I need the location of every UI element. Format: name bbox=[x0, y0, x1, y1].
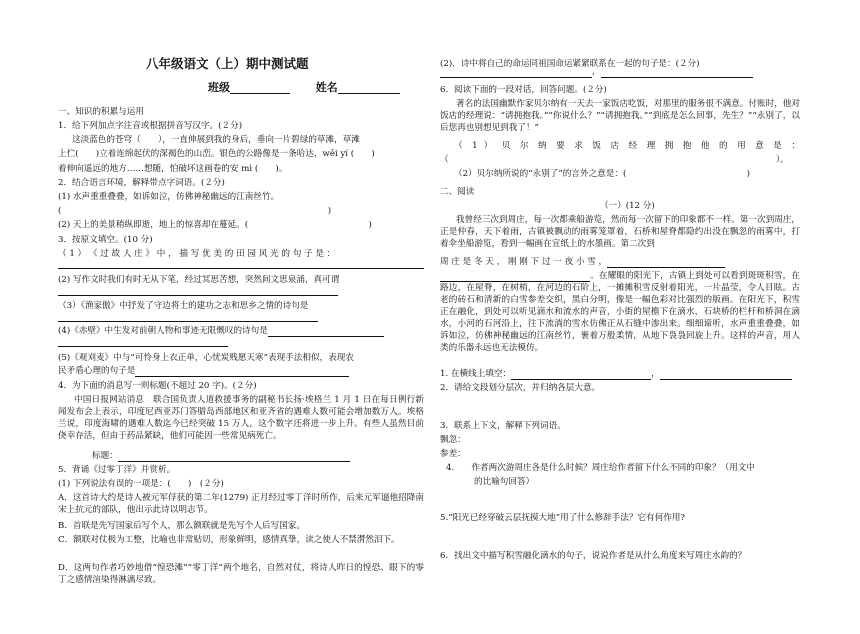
question-3-item-1: （ 1 ） 《 过 故 人 庄 》 中 ， 描 写 优 美 的 田 园 风 光 的 句 子 是 ： bbox=[58, 249, 336, 259]
reading-question-1-blank-a[interactable] bbox=[511, 369, 651, 380]
question-3-item-5: (5)《观刈麦》中与“可怜身上衣正单，心忧炭贱愿天寒”表现手法相似，表现农 bbox=[58, 353, 354, 363]
question-3-item-5-b bbox=[58, 365, 349, 377]
reading-question-4: 4. 作者两次游周庄各是什么时候？周庄给作者留下什么不同的印象？（用文中 bbox=[446, 463, 755, 473]
reading-1-paragraph-1: 我曾经三次到周庄，每一次都乘船游览，然而每一次留下的印象都不一样。第一次到周庄，正是仲春，天下着雨，古镇被飘动的雨雾笼罩着，石桥和屋脊都隐约出没在飘忽的雨雾中，打着伞坐船游览，看到一幅画在宣纸上的水墨画。第二次到 bbox=[440, 215, 800, 249]
question-4-news-text: 中国日报网站消息 联合国负责人道救援事务的副秘书长扬·埃格兰 1 月 1 日在每日例行新闻发布会上表示，印度尼西亚苏门答腊岛西部地区和亚齐省的遇难人数可能会增加数万人。埃格兰说，印度海啸的遇难人数迄今已经突破 15 万人，这个数字还将进一步上升。有些人虽然目前侥幸存活，但由于药品紧缺，他们可能因一些常见病死亡。 bbox=[58, 395, 424, 441]
reading-question-3-a: 飘忽： bbox=[440, 435, 466, 445]
section-2-heading: 二、阅读 bbox=[440, 187, 475, 197]
question-5: 5．背诵《过零丁洋》并赏析。 bbox=[58, 465, 176, 475]
class-label: 班级 bbox=[208, 81, 230, 94]
question-6: 6．阅读下面的一段对话，回答问题。(２分) bbox=[440, 85, 607, 95]
class-blank[interactable] bbox=[230, 83, 290, 94]
reading-question-1-blank-b[interactable] bbox=[660, 369, 792, 380]
exam-title: 八年级语文（上）期中测试题 bbox=[146, 56, 309, 71]
question-1-line-1: 这淡蓝色的苍穹（ ），一直伸展到我的身后，垂向一片碧绿的草滩，草滩 bbox=[72, 135, 360, 145]
question-5-option-a: A．这首诗大约是诗人被元军俘获的第二年(1279) 正月经过零丁洋时所作，后来元军逼他招降南宋上抗元的部队，他出示此诗以明志节。 bbox=[58, 493, 424, 515]
reading-question-1: 1. 在横线上填空： ， bbox=[440, 368, 792, 380]
section-1-heading: 一、知识的积累与运用 bbox=[58, 107, 144, 117]
reading-1-paragraph-2-text: 。在耀眼的阳光下，古镇上到处可以看到斑斑积雪，在路边，在屋脊，在树梢，在河边的石阶上，一摊摊积雪反射着阳光，一片晶莹，令人目眩。古老的砖石和清新的白雪参差交织，黑白分明，像是一幅色彩对比强烈的版画。在阳光下，积雪正在融化，到处可以听见滴水和流水的声音，小街的屋檐下在滴水，石块桥的栏杆和桥洞在滴水，小河的石河沿上，往下流淌的雪水仿佛正从石缝中渗出来。细细谛听，水声重重叠叠，如诉如泣，仿佛神秘幽远的江南丝竹，裹着万般柔情，从地下袅袅回旋上升。这样的声音，用人类的乐器永远也无法模仿。 bbox=[440, 271, 800, 353]
question-3-item-2-blank[interactable] bbox=[58, 284, 338, 296]
reading-1-heading: （一）(12 分) bbox=[600, 201, 655, 211]
question-5-option-c: C．额联对仗极为工整，比喻也非常贴切，形象鲜明，感情真挚，读之使人不禁潸然泪下。 bbox=[58, 535, 400, 545]
question-6-item-1: （ 1 ） 贝 尔 纳 要 求 饭 店 经 理 拥 抱 他 的 用 意 是 ： bbox=[454, 141, 800, 151]
question-4: 4．为下面的消息写一则标题(不超过 20 字)。(２分) bbox=[58, 381, 257, 391]
question-4-title-line bbox=[92, 450, 350, 462]
class-name-line bbox=[208, 82, 400, 94]
reading-1-line-text: 周 庄 是 冬 天 ， 刚 刚 下 过 一 夜 小 雪 ， bbox=[440, 257, 608, 267]
question-4-title-blank[interactable] bbox=[118, 451, 350, 462]
question-3-item-3-blank[interactable] bbox=[58, 310, 318, 322]
question-3-item-4-text: (4)《赤壁》中生发对前朝人物和事迹无限慨叹的诗句是 bbox=[58, 326, 268, 336]
reading-1-line bbox=[440, 256, 725, 268]
question-4-title-label: 标题： bbox=[92, 451, 118, 461]
question-5-option-d: D．这两句作者巧妙地借“惶恐滩”“零丁洋”两个地名，自然对仗，将诗人昨日的惶恐、眼下的零丁之感情渲染得淋漓尽致。 bbox=[58, 563, 424, 585]
question-2-item-1-answer[interactable]: ( ) bbox=[58, 206, 332, 216]
question-5-item-2-blank[interactable]: ， bbox=[440, 66, 753, 78]
question-5-option-b: B．首联是先写国家后写个人，那么额联就是先写个人后写国家。 bbox=[58, 521, 305, 531]
reading-1-paragraph-2 bbox=[440, 270, 800, 354]
name-label: 姓名 bbox=[315, 81, 338, 94]
question-6-item-1-close: ）。 bbox=[776, 155, 789, 165]
question-1-line-3: 着伸向遥远的地方……想随，怕破坏这画卷的安 mì ( )。 bbox=[58, 164, 288, 174]
question-2: 2．结合语言环境，解释带点字词语。(２分) bbox=[58, 178, 225, 188]
question-3-item-3: （3）《渔家傲》中抒发了守边将士的建功之志和思乡之情的诗句是 bbox=[58, 301, 309, 311]
reading-question-4-b: 的比喻句回答） bbox=[474, 477, 535, 487]
question-1: 1．给下列加点字注音或根据拼音写汉字。(２分) bbox=[58, 121, 243, 131]
reading-question-1-text: 1. 在横线上填空： bbox=[440, 369, 512, 379]
reading-question-6: 6．找出文中描写积雪融化滴水的句子，说说作者是从什么角度来写周庄水韵的？ bbox=[440, 551, 747, 561]
question-3-item-2: (2) 写作文时我们有时无从下笔，经过冥思苦想，突然间文思泉涌，真可谓 bbox=[58, 275, 340, 285]
question-6-item-2: （2）贝尔纳所说的“永别了”的言外之意是：( ) bbox=[454, 169, 750, 179]
reading-1-inline-blank[interactable] bbox=[607, 257, 725, 268]
question-3-item-4-blank-a[interactable] bbox=[268, 326, 384, 337]
question-5-item-1: (1) 下列说法有误的一项是：( ) (２分) bbox=[58, 479, 224, 489]
question-6-dialogue: 著名的法国幽默作家贝尔纳有一天去一家饭店吃饭，对那里的服务很不满意。付账时，他对饭店的经理说：“请拥抱我。”“你说什么？”“请拥抱我。”“到底是怎么回事，先生？”“永别了，以后您再也别想见到我了！” bbox=[440, 99, 800, 133]
question-1-line-2: 上伫( )立着连绵起伏的深褐色的山峦。银色的公路像是一条哈达，wēi yí ( ) bbox=[58, 149, 375, 159]
question-5-item-2: (2)．诗中将自己的命运同祖国命运紧紧联系在一起的句子是：(２分) bbox=[440, 59, 700, 69]
question-3: 3．按原文填空。(10 分) bbox=[58, 235, 153, 245]
question-3-item-5-text: 民矛盾心理的句子是 bbox=[58, 366, 136, 376]
reading-question-5: 5.“阳光已经穿破云层抚摸大地”用了什么修辞手法？它有何作用? bbox=[440, 513, 686, 523]
question-3-item-5-blank[interactable] bbox=[135, 366, 349, 377]
question-2-item-1: (1) 水声重重叠叠，如诉如泣，仿佛神秘幽远的江南丝竹。 bbox=[58, 192, 280, 202]
question-3-item-1-blank[interactable] bbox=[58, 257, 424, 269]
reading-1-blank-2[interactable] bbox=[440, 271, 590, 282]
question-3-item-4-blank[interactable] bbox=[58, 335, 228, 347]
question-6-item-1-open[interactable]: （ bbox=[440, 155, 449, 165]
reading-question-2: 2．请给文段划分层次，并归纳各层大意。 bbox=[440, 383, 601, 393]
name-blank[interactable] bbox=[338, 83, 400, 94]
reading-question-3-b: 参差： bbox=[440, 449, 466, 459]
reading-question-3: 3．联系上下文，解释下列词语。 bbox=[440, 421, 566, 431]
question-2-item-2: (2) 天上的美景稍纵即逝，地上的惊喜却在蔓延。( ) bbox=[58, 220, 372, 230]
